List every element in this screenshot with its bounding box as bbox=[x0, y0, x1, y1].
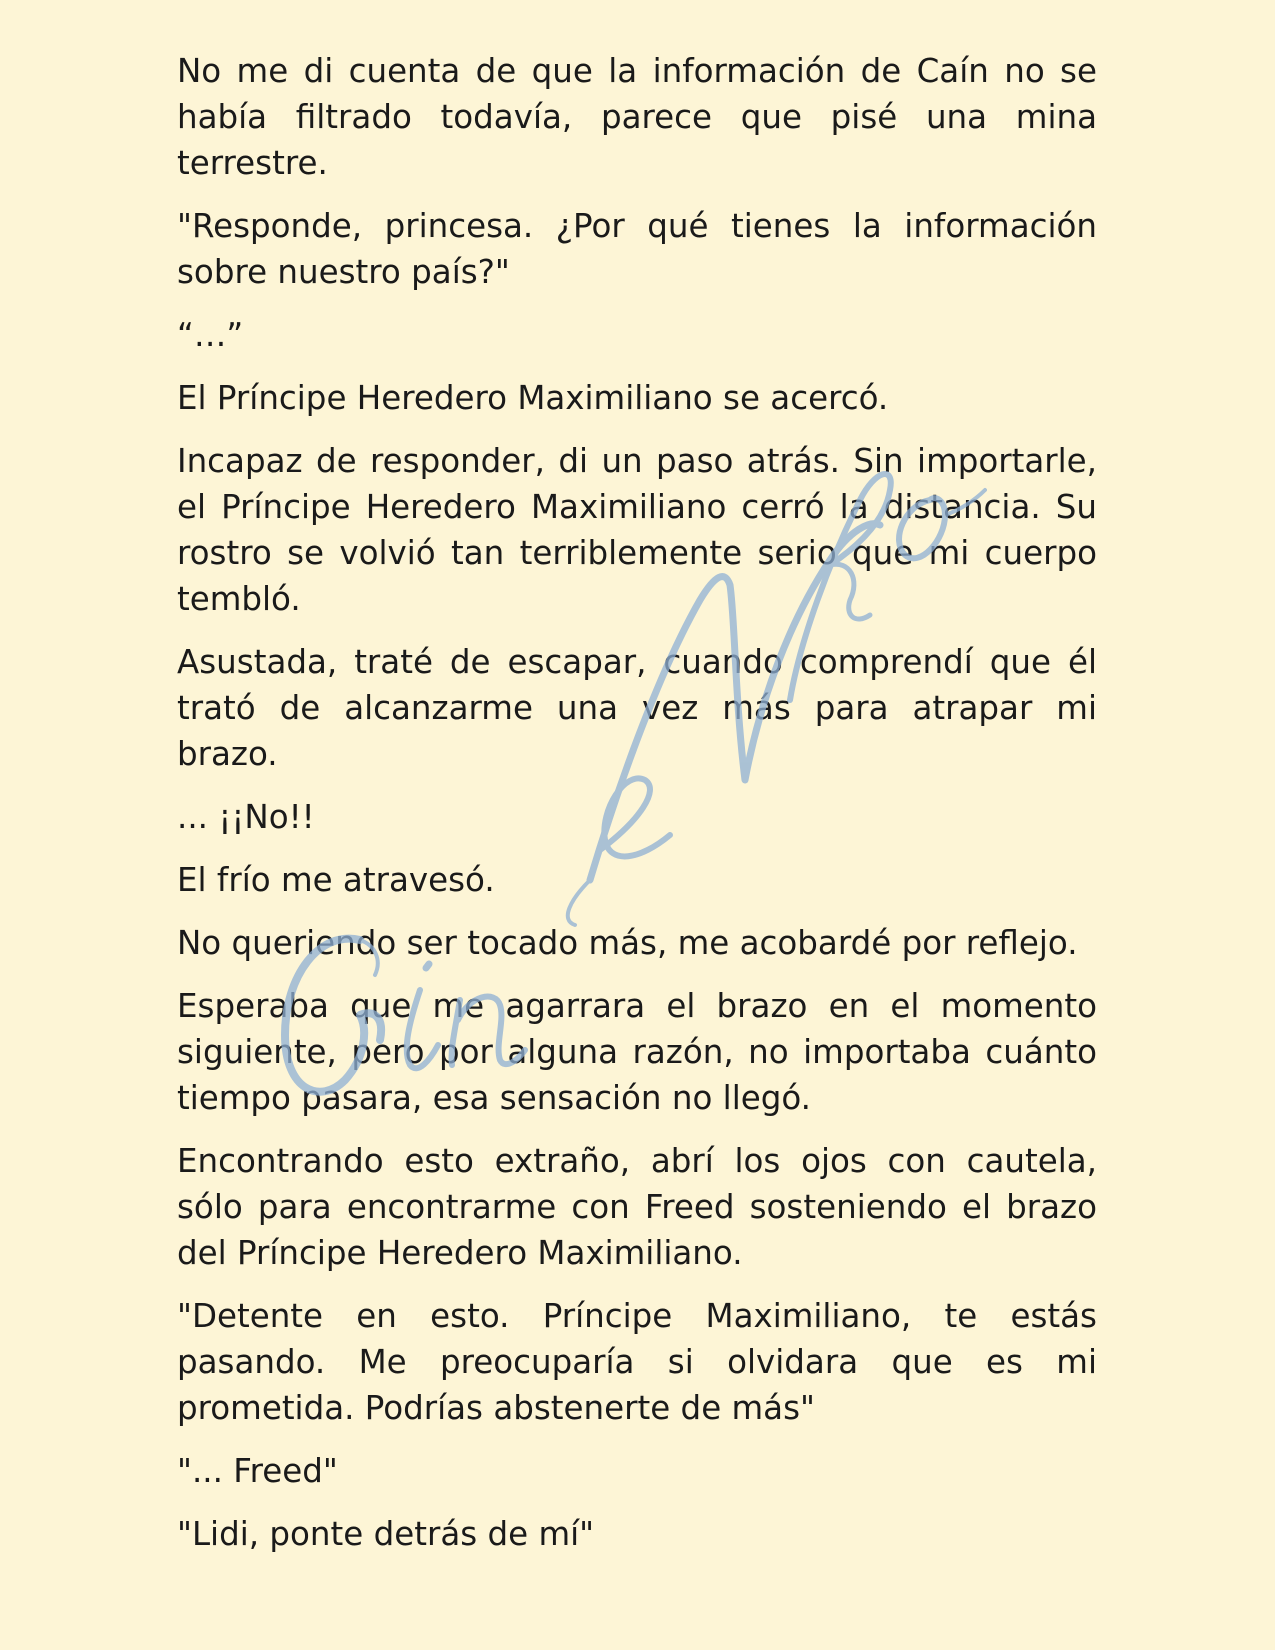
paragraph: ... ¡¡No!! bbox=[177, 798, 315, 836]
paragraph: "Responde, princesa. ¿Por qué tienes la información sobre nuestro país?" bbox=[177, 207, 1097, 291]
paragraph: "Lidi, ponte detrás de mí" bbox=[177, 1515, 595, 1553]
document-body bbox=[177, 48, 1097, 1574]
paragraph: Esperaba que me agarrara el brazo en el momento siguiente, pero por alguna razón, no importaba cuánto tiempo pasara, esa sensación no llegó. bbox=[177, 987, 1097, 1117]
paragraph: Incapaz de responder, di un paso atrás. Sin importarle, el Príncipe Heredero Maximiliano cerró la distancia. Su rostro se volvió tan terriblemente serio que mi cuerpo tembló. bbox=[177, 442, 1097, 618]
paragraph: No me di cuenta de que la información de Caín no se había filtrado todavía, parece que pisé una mina terrestre. bbox=[177, 52, 1097, 182]
paragraph: "Detente en esto. Príncipe Maximiliano, te estás pasando. Me preocuparía si olvidara que es mi prometida. Podrías abstenerte de más" bbox=[177, 1297, 1097, 1427]
paragraph: El Príncipe Heredero Maximiliano se acercó. bbox=[177, 379, 889, 417]
paragraph: Encontrando esto extraño, abrí los ojos con cautela, sólo para encontrarme con Freed sosteniendo el brazo del Príncipe Heredero Maximiliano. bbox=[177, 1142, 1097, 1272]
paragraph: Asustada, traté de escapar, cuando comprendí que él trató de alcanzarme una vez más para atrapar mi brazo. bbox=[177, 643, 1097, 773]
paragraph: “…” bbox=[177, 316, 244, 354]
paragraph: "... Freed" bbox=[177, 1452, 338, 1490]
paragraph: No queriendo ser tocado más, me acobardé por reflejo. bbox=[177, 924, 1078, 962]
paragraph: El frío me atravesó. bbox=[177, 861, 495, 899]
